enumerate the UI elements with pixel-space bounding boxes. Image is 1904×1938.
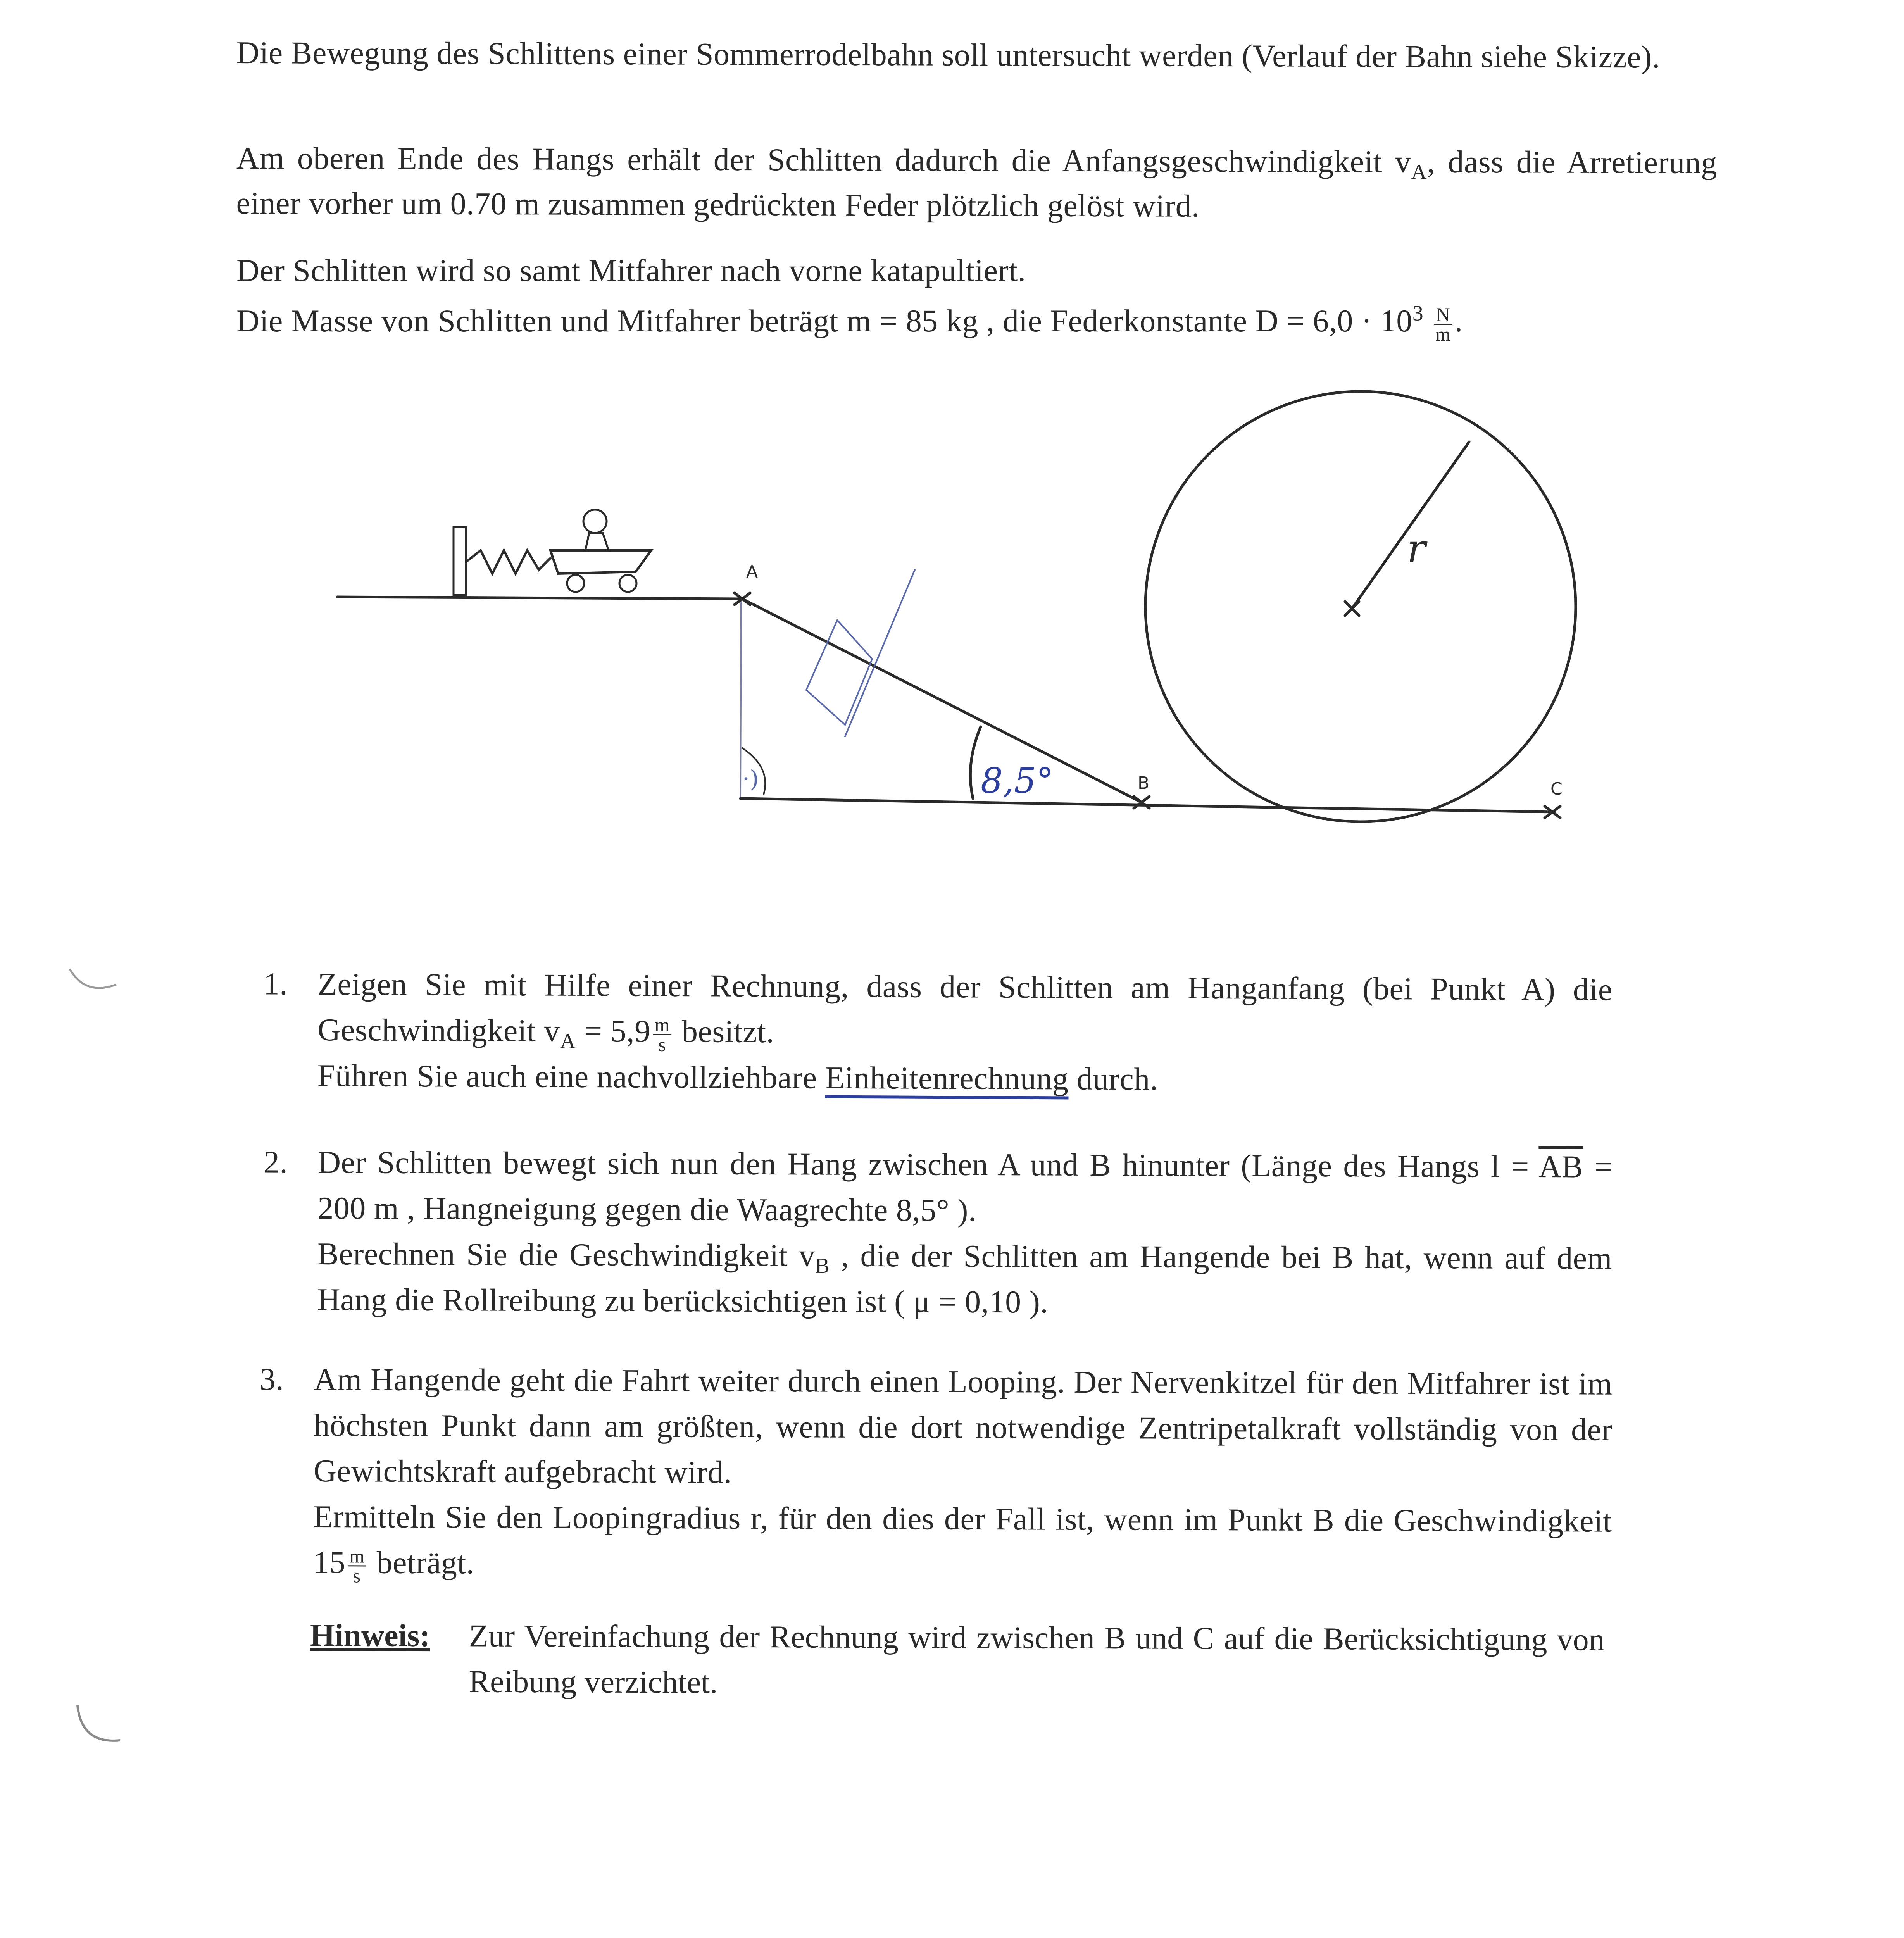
task-1-underlined-word: Einheitenrechnung — [825, 1060, 1068, 1100]
task-3 — [259, 1357, 1613, 1590]
fraction-denominator: m — [1435, 323, 1451, 345]
scan-edge-mark-top — [62, 961, 124, 1008]
label-c: C — [1550, 779, 1563, 799]
loop-circle — [1145, 391, 1576, 822]
slope-line — [742, 599, 1142, 802]
task-1-number: 1. — [263, 966, 288, 1002]
radius-line — [1352, 442, 1469, 609]
intro-text-3: Der Schlitten wird so samt Mitfahrer nach vorne katapultiert. — [236, 253, 1026, 288]
angle-label: 8,5° — [981, 760, 1054, 801]
hint-label: Hinweis: — [310, 1617, 430, 1654]
scan-edge-mark-bottom — [70, 1698, 132, 1760]
task-3-line-2a: Ermitteln Sie den Loopingradius r, für den dies der Fall ist, wenn im Punkt B die Geschwindigkeit 15 — [313, 1498, 1612, 1580]
task-2-text-2 — [317, 1231, 1612, 1327]
subscript-a: A — [1411, 160, 1427, 184]
task-1-line-1: Zeigen Sie mit Hilfe einer Rechnung, dass der Schlitten am Hanganfang (bei Punkt A) die Geschwindigkeit v — [317, 966, 1613, 1048]
task-1-unit-fraction — [653, 1015, 671, 1053]
sled-body — [550, 550, 651, 574]
task-1-line-2-end: durch. — [1068, 1061, 1158, 1097]
angle-arc — [970, 727, 981, 798]
intro-text-4-end: . — [1454, 303, 1463, 338]
task-2 — [263, 1140, 1613, 1327]
intro-text-4a: Die Masse von Schlitten und Mitfahrer beträgt m = 85 kg , die Federkonstante D = 6,0 · 10 — [236, 303, 1412, 338]
task-1-value: = 5,9 — [576, 1013, 651, 1049]
task-1-end: besitzt. — [673, 1014, 774, 1050]
task-1-subscript: A — [560, 1029, 576, 1053]
fraction-numerator: m — [653, 1015, 672, 1035]
task-1 — [263, 961, 1613, 1104]
upper-ground-line — [337, 597, 742, 599]
task-3-text: Am Hangende geht die Fahrt weiter durch einen Looping. Der Nervenkitzel für den Mitfahrer ist im höchsten Punkt dann am größten, wenn die dort notwendige Zentripetalkraft vollständig von der Gewichtskraft aufgebracht wird. — [313, 1362, 1613, 1490]
track-sketch — [0, 0, 1904, 891]
fraction-denominator: s — [353, 1565, 361, 1587]
task-3-end: beträgt. — [368, 1545, 474, 1581]
right-angle-label: ·) — [742, 766, 759, 793]
spring-wall — [454, 527, 466, 595]
task-1-text — [317, 961, 1613, 1059]
sled-wheel-right — [619, 575, 636, 592]
fraction-numerator: m — [348, 1547, 366, 1566]
superscript-exponent: 3 — [1412, 301, 1424, 326]
rider-head — [583, 510, 607, 533]
hint-text: Zur Vereinfachung der Rechnung wird zwischen B und C auf die Berücksichtigung von Reibung verzichtet. — [469, 1618, 1605, 1700]
handwritten-line — [845, 570, 915, 736]
task-2-line-2a: Berechnen Sie die Geschwindigkeit v — [317, 1236, 815, 1273]
task-2-line-2b: , die der Schlitten am Hangende bei B hat, wenn auf dem Hang die Rollreibung zu berücksichtigen ist ( μ = 0,10 ). — [317, 1238, 1613, 1320]
task-2-line-1a: Der Schlitten bewegt sich nun den Hang zwischen A und B hinunter (Länge des Hangs l = — [317, 1145, 1539, 1184]
task-2-number: 2. — [263, 1144, 288, 1180]
task-3-number: 3. — [259, 1361, 284, 1397]
vertical-helper-line — [740, 599, 741, 798]
task-3-text-2 — [313, 1494, 1612, 1590]
sled-wheel-left — [567, 575, 584, 592]
fraction-denominator: s — [658, 1033, 666, 1055]
label-r: r — [1407, 526, 1426, 571]
intro-text-1: Die Bewegung des Schlittens einer Sommerrodelbahn soll untersucht werden (Verlauf der Bahn siehe Skizze). — [236, 34, 1661, 75]
fraction-numerator: N — [1434, 305, 1452, 325]
task-2-subscript: B — [815, 1253, 830, 1278]
spring-coil — [466, 550, 550, 574]
rider-body — [585, 533, 609, 550]
segment-ab: $\overline{AB}$ — [1538, 1148, 1583, 1185]
task-1-text-2 — [317, 1053, 1612, 1104]
task-1-line-2a: Führen Sie auch eine nachvollziehbare — [317, 1057, 825, 1095]
label-a: A — [746, 562, 758, 582]
task-2-text — [317, 1140, 1613, 1236]
hint-block — [310, 1612, 1613, 1709]
intro-text-2a: Am oberen Ende des Hangs erhält der Schlitten dadurch die Anfangsgeschwindigkeit v — [236, 140, 1411, 179]
intro-text-2b: , dass die Arretierung einer vorher um 0.70 m zusammen gedrückten Feder plötzlich gelöst wird. — [236, 144, 1717, 224]
label-b: B — [1138, 773, 1150, 793]
handwritten-force-sketch — [806, 570, 915, 736]
task-2-line-1b: = 200 m , Hangneigung gegen die Waagrechte 8,5° ). — [317, 1149, 1613, 1228]
task-3-unit-fraction — [348, 1547, 366, 1585]
